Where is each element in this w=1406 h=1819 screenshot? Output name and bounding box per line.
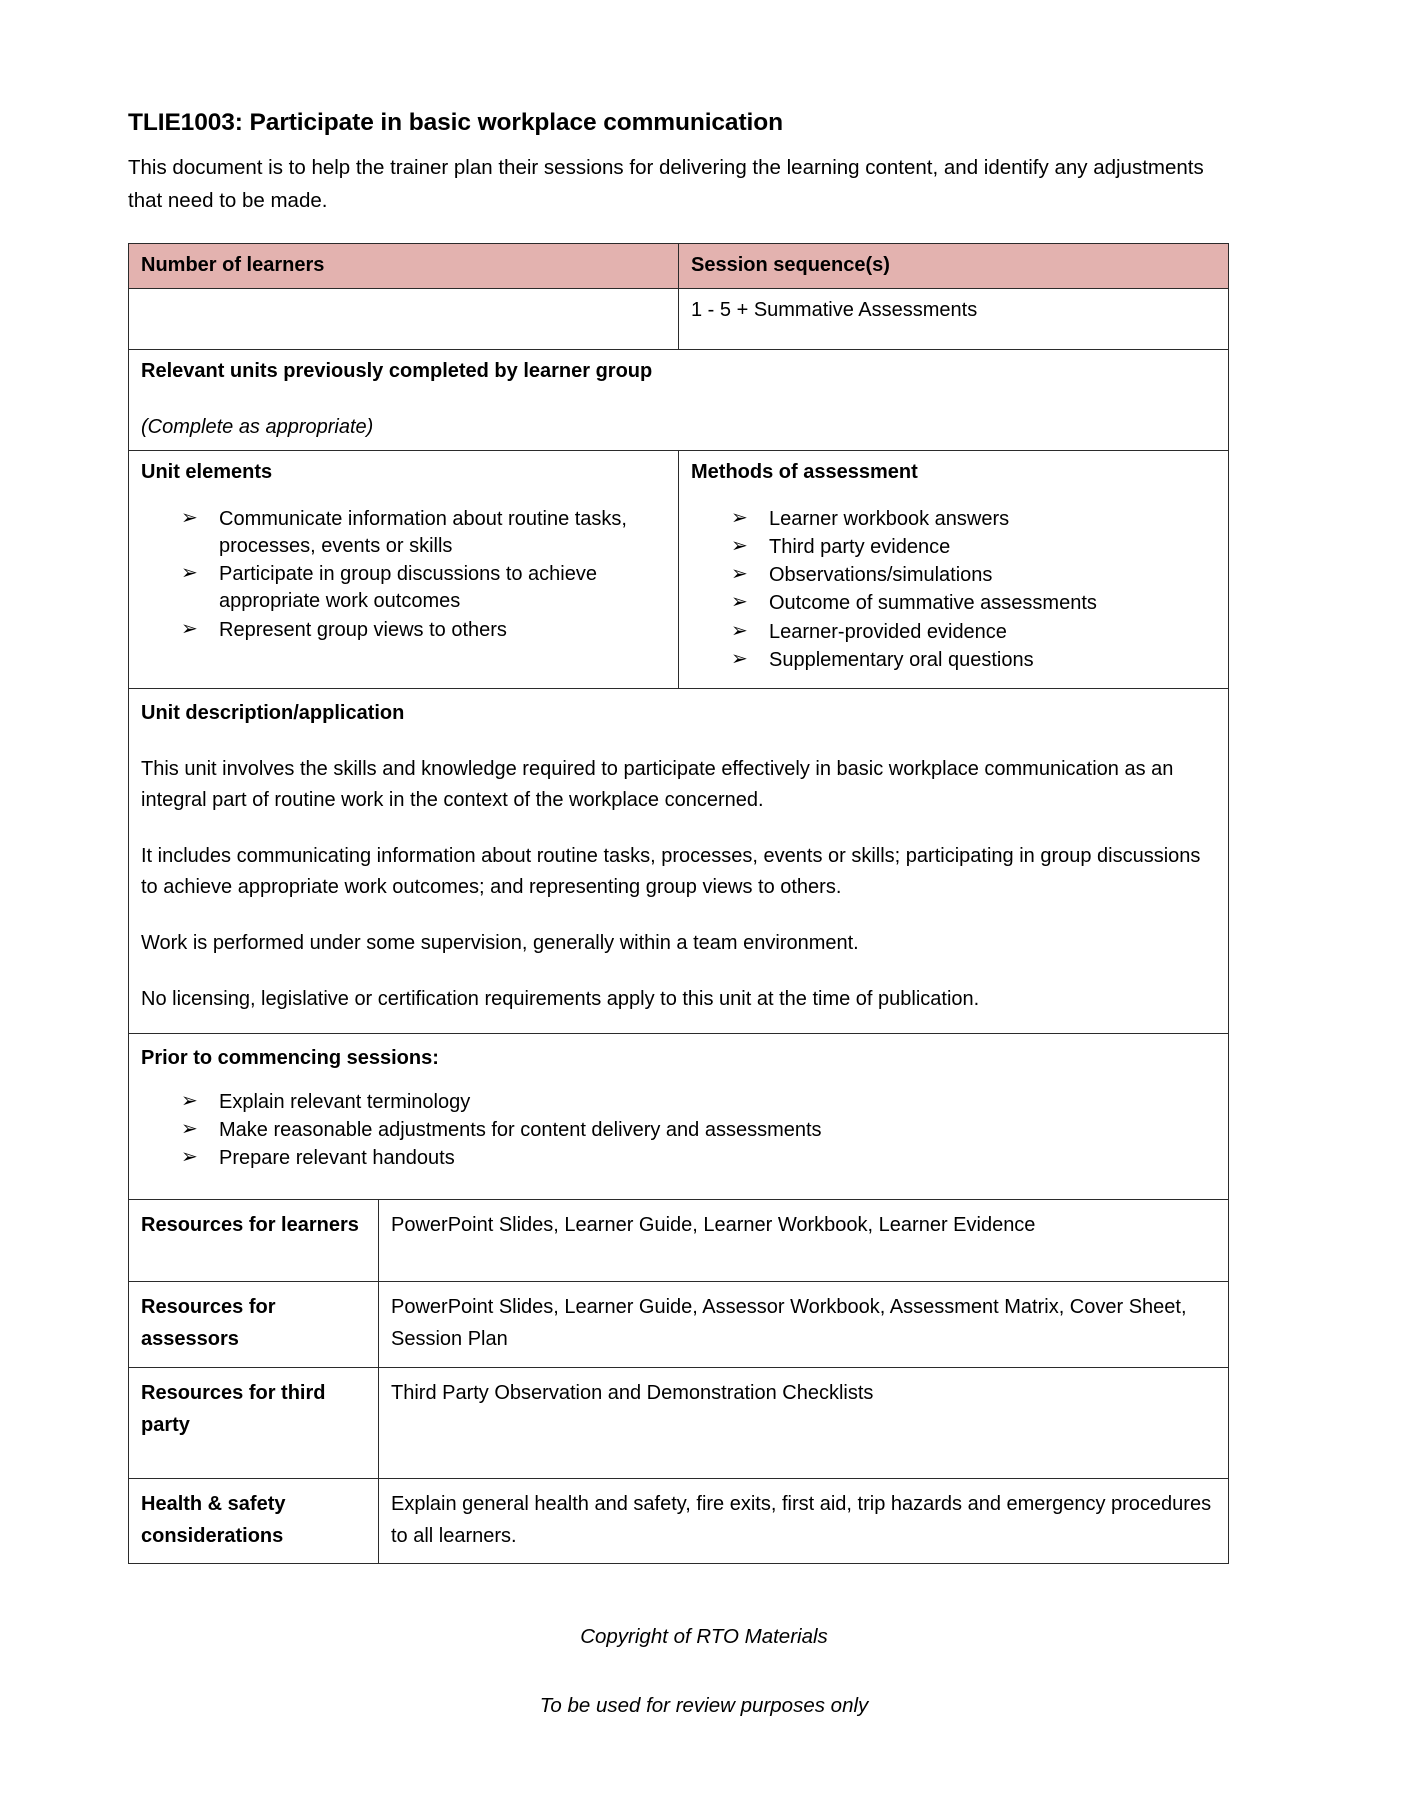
list-item-label: Explain relevant terminology (219, 1091, 471, 1114)
footer-review-notice: To be used for review purposes only (539, 1694, 869, 1718)
table-row (129, 451, 1229, 689)
unit-description-paragraph: It includes communicating information about routine tasks, processes, events or skills; participating in group discussions to achieve appropriate work outcomes; and representing group views to others. (141, 845, 1201, 898)
arrow-bullet-icon: ➢ (181, 617, 198, 640)
unit-description-paragraph: No licensing, legislative or certification requirements apply to this unit at the time of publication. (141, 988, 980, 1011)
arrow-bullet-icon: ➢ (731, 591, 748, 614)
relevant-units-note: (Complete as appropriate) (141, 416, 374, 439)
arrow-bullet-icon: ➢ (731, 506, 748, 529)
relevant-units-header: Relevant units previously completed by learner group (141, 360, 653, 383)
list-item (181, 617, 668, 644)
table-row (129, 244, 1229, 289)
methods-of-assessment-list (691, 506, 1218, 674)
list-item-label: Represent group views to others (219, 618, 507, 641)
list-item-label: Outcome of summative assessments (769, 592, 1097, 615)
table-row (129, 350, 1229, 451)
unit-description-paragraph: Work is performed under some supervision, generally within a team environment. (141, 931, 859, 954)
list-item (731, 562, 1218, 589)
table-row (129, 688, 1229, 1033)
table-row (129, 1282, 1229, 1368)
overview-table (128, 243, 1229, 1200)
unit-elements-header: Unit elements (141, 461, 273, 484)
methods-of-assessment-cell (679, 451, 1229, 689)
list-item (731, 534, 1218, 561)
list-item (731, 647, 1218, 674)
session-sequence-value[interactable]: 1 - 5 + Summative Assessments (679, 289, 1229, 350)
arrow-bullet-icon: ➢ (181, 1146, 198, 1169)
resources-for-third-party-label: Resources for third party (129, 1367, 379, 1478)
resources-table (128, 1199, 1229, 1565)
arrow-bullet-icon: ➢ (181, 562, 198, 585)
unit-description-header: Unit description/application (141, 701, 405, 724)
list-item-label: Supplementary oral questions (769, 648, 1034, 671)
number-of-learners-header: Number of learners (129, 244, 679, 289)
prior-to-commencing-header: Prior to commencing sessions: (141, 1046, 439, 1069)
page-title: TLIE1003: Participate in basic workplace communication (128, 109, 783, 136)
list-item (181, 1145, 1216, 1172)
relevant-units-cell (129, 350, 1229, 451)
table-row (129, 1199, 1229, 1281)
resources-for-third-party-value[interactable]: Third Party Observation and Demonstration Checklists (379, 1367, 1229, 1478)
health-safety-value[interactable]: Explain general health and safety, fire exits, first aid, trip hazards and emergency procedures to all learners. (379, 1478, 1229, 1564)
list-item-label: Observations/simulations (769, 564, 993, 587)
list-item-label: Prepare relevant handouts (219, 1147, 455, 1170)
list-item (731, 590, 1218, 617)
table-row (129, 1367, 1229, 1478)
resources-for-assessors-value[interactable]: PowerPoint Slides, Learner Guide, Assessor Workbook, Assessment Matrix, Cover Sheet, Session Plan (379, 1282, 1229, 1368)
arrow-bullet-icon: ➢ (181, 506, 198, 529)
arrow-bullet-icon: ➢ (731, 647, 748, 670)
list-item-label: Communicate information about routine tasks, processes, events or skills (219, 507, 627, 557)
list-item (181, 561, 668, 615)
resources-for-assessors-label: Resources for assessors (129, 1282, 379, 1368)
list-item-label: Make reasonable adjustments for content delivery and assessments (219, 1119, 822, 1142)
list-item-label: Participate in group discussions to achieve appropriate work outcomes (219, 563, 597, 613)
list-item (181, 1089, 1216, 1116)
list-item (181, 506, 668, 560)
arrow-bullet-icon: ➢ (731, 535, 748, 557)
prior-to-commencing-list (141, 1089, 1216, 1173)
unit-description-paragraph: This unit involves the skills and knowledge required to participate effectively in basic workplace communication as an integral part of routine work in the context of the workplace concerned. (141, 758, 1174, 811)
session-sequence-header: Session sequence(s) (679, 244, 1229, 289)
list-item (731, 506, 1218, 533)
list-item-label: Third party evidence (769, 536, 951, 558)
list-item (731, 619, 1218, 646)
unit-elements-list (141, 506, 668, 644)
intro-paragraph: This document is to help the trainer plan their sessions for delivering the learning content, and identify any adjustments that need to be made. (128, 155, 1204, 212)
arrow-bullet-icon: ➢ (731, 619, 748, 642)
list-item (181, 1117, 1216, 1144)
resources-for-learners-value[interactable]: PowerPoint Slides, Learner Guide, Learner Workbook, Learner Evidence (379, 1199, 1229, 1281)
unit-elements-cell (129, 451, 679, 689)
health-safety-label: Health & safety considerations (129, 1478, 379, 1564)
table-row (129, 1478, 1229, 1564)
footer-copyright: Copyright of RTO Materials (580, 1625, 828, 1649)
list-item-label: Learner-provided evidence (769, 620, 1007, 643)
number-of-learners-value[interactable] (129, 289, 679, 350)
resources-for-learners-label: Resources for learners (129, 1199, 379, 1281)
table-row (129, 289, 1229, 350)
prior-to-commencing-cell (129, 1033, 1229, 1199)
arrow-bullet-icon: ➢ (731, 563, 748, 586)
arrow-bullet-icon: ➢ (181, 1090, 198, 1113)
spacer (141, 386, 1218, 412)
arrow-bullet-icon: ➢ (181, 1118, 198, 1141)
methods-of-assessment-header: Methods of assessment (691, 461, 918, 484)
page-footer (128, 1622, 1280, 1722)
list-item-label: Learner workbook answers (769, 507, 1010, 530)
table-row (129, 1033, 1229, 1199)
unit-description-cell (129, 688, 1229, 1033)
